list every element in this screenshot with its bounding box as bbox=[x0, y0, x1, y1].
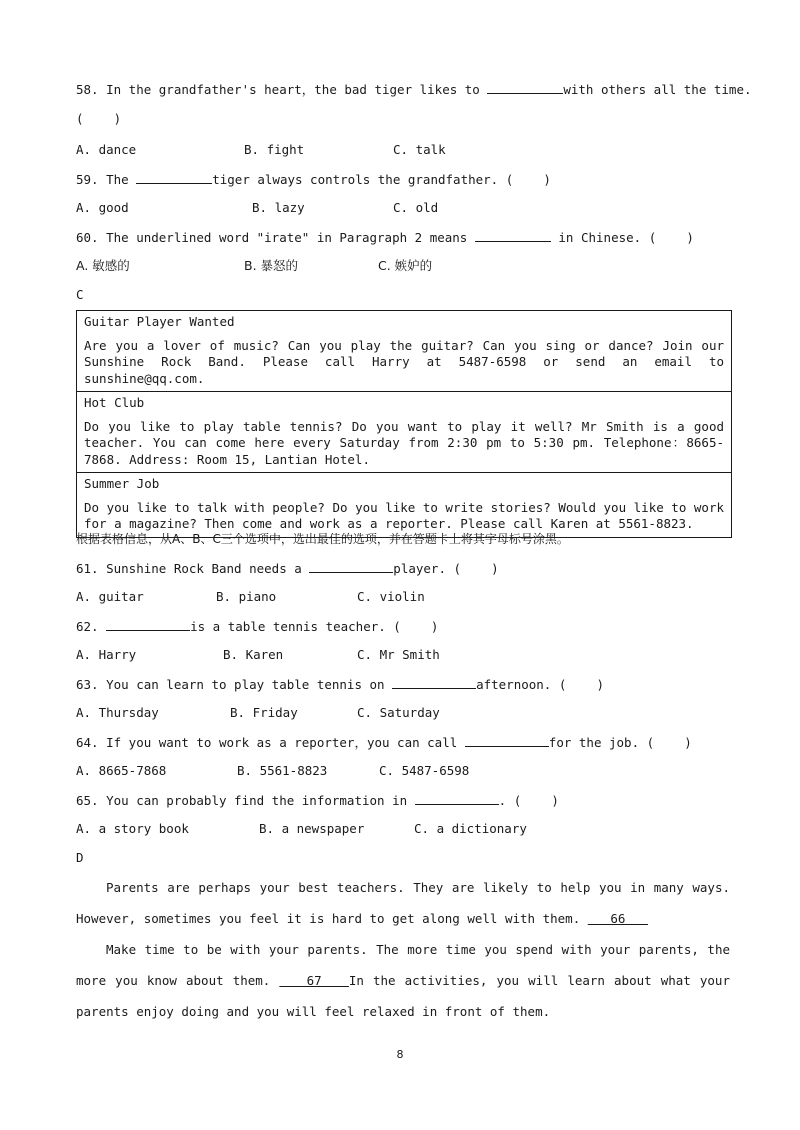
blank-67: 67 bbox=[279, 973, 349, 988]
answer-blank bbox=[106, 618, 190, 631]
option-a: A. a story book bbox=[76, 821, 189, 836]
option-a: A. guitar bbox=[76, 589, 144, 604]
option-b: B. lazy bbox=[252, 200, 305, 215]
section-heading: D bbox=[76, 850, 84, 865]
option-a: A. 敏感的 bbox=[76, 258, 130, 273]
option-c: C. violin bbox=[357, 589, 425, 604]
question-65: 65. You can probably find the information in . ( ) bbox=[76, 793, 559, 808]
answer-blank bbox=[392, 676, 476, 689]
question-61: 61. Sunshine Rock Band needs a player. ( ) bbox=[76, 561, 499, 576]
answer-blank bbox=[136, 171, 212, 184]
option-c: C. talk bbox=[393, 142, 446, 157]
ad-body: Do you like to play table tennis? Do you want to play it well? Mr Smith is a good teacher. You can come here every Saturday from 2:30 pm to 5:30 pm. Telephone：8665-7868. Address: Room 15, Lantian Hotel. bbox=[84, 418, 724, 467]
question-58-paren: ( ) bbox=[76, 111, 122, 126]
passage-paragraph-2: Make time to be with your parents. The more time you spend with your parents, the more you know about them. 67 In the activities, you will learn about what your parents enjoy doing and you will feel relaxed in front of them. bbox=[76, 942, 730, 1019]
ad-title: Hot Club bbox=[84, 395, 145, 410]
option-b: B. fight bbox=[244, 142, 305, 157]
answer-blank bbox=[487, 81, 563, 94]
ad-body: Do you like to talk with people? Do you like to write stories? Would you like to work for a magazine? Then come and work as a reporter. Please call Karen at 5561-8823. bbox=[84, 499, 724, 531]
option-a: A. 8665-7868 bbox=[76, 763, 167, 778]
question-64: 64. If you want to work as a reporter，you can call for the job. ( ) bbox=[76, 735, 692, 750]
option-b: B. Friday bbox=[230, 705, 298, 720]
blank-66: 66 bbox=[587, 911, 648, 926]
option-c: C. 5487-6598 bbox=[379, 763, 470, 778]
question-63: 63. You can learn to play table tennis on afternoon. ( ) bbox=[76, 677, 605, 692]
ad-body: Are you a lover of music? Can you play the guitar? Can you sing or dance? Join our Sunshine Rock Band. Please call Harry at 5487-6598 or send an email to sunshine@qq.com. bbox=[84, 337, 724, 386]
section-heading: C bbox=[76, 287, 84, 302]
option-a: A. dance bbox=[76, 142, 137, 157]
option-c: C. Saturday bbox=[357, 705, 440, 720]
passage-paragraph-1: Parents are perhaps your best teachers. They are likely to help you in many ways. However, sometimes you feel it is hard to get along well with them. 66 bbox=[76, 880, 730, 926]
option-a: A. Thursday bbox=[76, 705, 159, 720]
option-c: C. 嫉妒的 bbox=[378, 258, 433, 273]
answer-blank bbox=[465, 734, 549, 747]
ad-title: Summer Job bbox=[84, 476, 160, 491]
ad-hot-club bbox=[77, 392, 731, 473]
ads-table bbox=[76, 310, 732, 538]
ad-title: Guitar Player Wanted bbox=[84, 314, 235, 329]
answer-blank bbox=[475, 229, 551, 242]
page-number: 8 bbox=[396, 1048, 404, 1061]
answer-blank bbox=[415, 792, 499, 805]
option-a: A. good bbox=[76, 200, 129, 215]
option-c: C. Mr Smith bbox=[357, 647, 440, 662]
option-b: B. 5561-8823 bbox=[237, 763, 328, 778]
answer-blank bbox=[309, 560, 393, 573]
option-b: B. a newspaper bbox=[259, 821, 365, 836]
question-60: 60. The underlined word "irate" in Paragraph 2 means in Chinese. ( ) bbox=[76, 230, 694, 245]
ad-guitar-player bbox=[77, 311, 731, 392]
option-c: C. a dictionary bbox=[414, 821, 527, 836]
question-62: 62. is a table tennis teacher. ( ) bbox=[76, 619, 439, 634]
option-b: B. 暴怒的 bbox=[244, 258, 299, 273]
option-b: B. piano bbox=[216, 589, 277, 604]
ad-summer-job bbox=[77, 473, 731, 537]
question-59: 59. The tiger always controls the grandfather. ( ) bbox=[76, 172, 551, 187]
question-58: 58. In the grandfather's heart，the bad tiger likes to with others all the time. bbox=[76, 82, 752, 97]
option-b: B. Karen bbox=[223, 647, 284, 662]
instruction: 根据表格信息，从A、B、C三个选项中，选出最佳的选项，并在答题卡上将其字母标号涂黑。 bbox=[76, 532, 569, 546]
option-c: C. old bbox=[393, 200, 439, 215]
option-a: A. Harry bbox=[76, 647, 137, 662]
